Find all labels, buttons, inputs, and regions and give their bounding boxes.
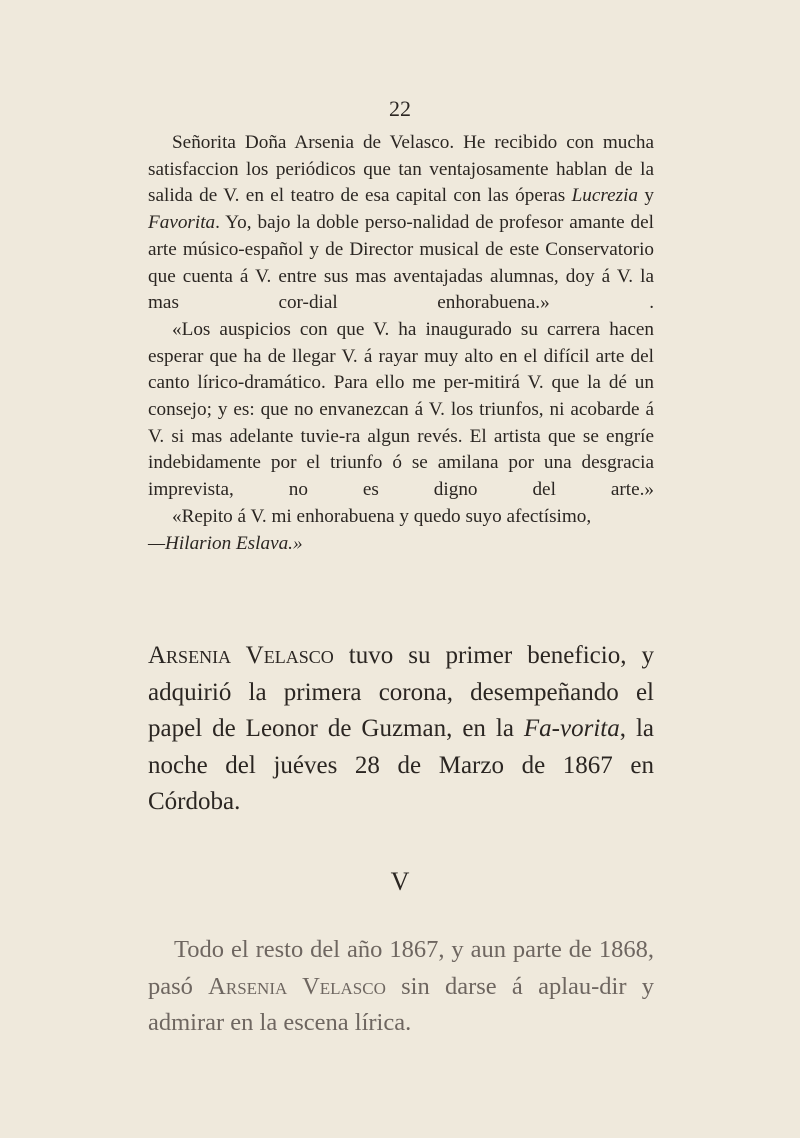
narrative-text <box>148 638 654 821</box>
letter-signature <box>148 531 654 558</box>
narrative-text-b: , la noche del juéves 28 de Marzo de 1867 en Córdoba. <box>148 715 654 815</box>
person-name: Arsenia Velasco <box>208 972 386 1000</box>
narrative2-text-a: Todo el resto del año 1867, y aun parte de 1868, pasó <box>148 936 654 1000</box>
letter-text: y <box>638 185 654 207</box>
letter-quote <box>148 130 654 557</box>
narrative-text-a: tuvo su primer beneficio, y adquirió la primera corona, desempeñando el papel de Leonor de Guzman, en la <box>148 642 654 742</box>
opera-title-favorita: Fa-vorita <box>523 715 620 742</box>
opera-title-favorita: Favorita <box>148 212 216 234</box>
letter-text: Señorita Doña Arsenia de Velasco. He recibido con mucha satisfaccion los periódicos que tan ventajosamente hablan de la salida de V. en el teatro de esa capital con las óperas <box>148 132 654 207</box>
letter-paragraph-3: «Repito á V. mi enhorabuena y quedo suyo afectísimo, <box>172 505 592 527</box>
narrative2-text-b: sin darse á aplau-dir y admirar en la escena lírica. <box>148 972 654 1036</box>
narrative-text <box>148 932 654 1042</box>
narrative-paragraph-2 <box>148 932 654 1042</box>
letter-paragraph-2: «Los auspicios con que V. ha inaugurado su carrera hacen esperar que ha de llegar V. á rayar muy alto en el difícil arte del canto lírico-dramático. Para ello me per-mitirá V. que la dé un consejo; y es: que no envanezcan á V. los triunfos, ni acobarde á V. si mas adelante tuvie-ra algun revés. El artista que se engríe indebidamente por el triunfo ó se amilana por una desgracia imprevista, no es digno del arte.» <box>148 318 654 501</box>
section-heading: V <box>390 867 410 896</box>
narrative-paragraph <box>148 638 654 821</box>
opera-title-lucrezia: Lucrezia <box>571 185 639 207</box>
page-number: 22 <box>389 96 411 121</box>
letter-text: . Yo, bajo la doble perso-nalidad de profesor amante del arte músico-español y de Director musical de este Conservatorio que cuenta á V. entre sus mas aventajadas alumnas, doy á V. la mas cor-dial enhorabuena.» . <box>148 212 654 314</box>
signature-text: —Hilarion Eslava.» <box>148 532 303 554</box>
person-name: Arsenia Velasco <box>148 642 334 669</box>
letter-paragraph-1 <box>148 130 654 317</box>
